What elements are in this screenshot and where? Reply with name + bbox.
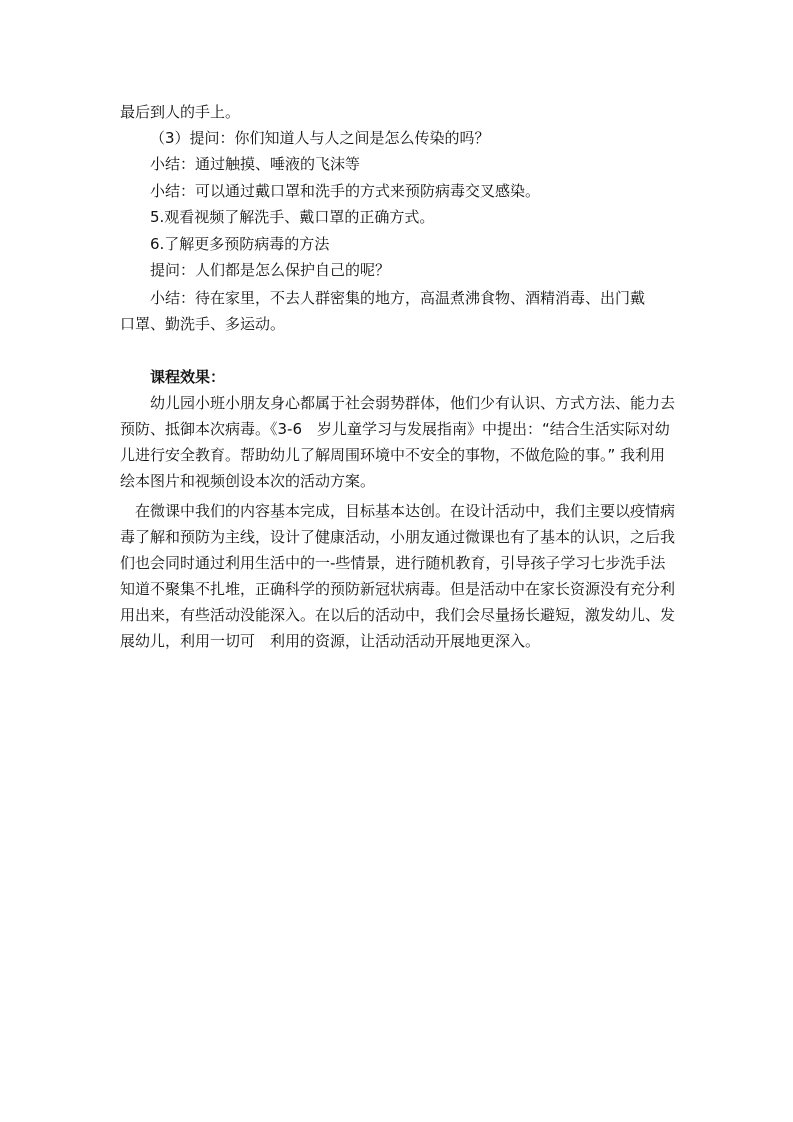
text-line: 口罩、勤洗手、多运动。 (120, 315, 286, 333)
text-line: 提问：人们都是怎么保护自己的呢？ (150, 261, 391, 279)
text-line: 小结：可以通过戴口罩和洗手的方式来预防病毒交叉感染。 (150, 182, 541, 200)
text-line: （3）提问：你们知道人与人之间是怎么传染的吗？ (150, 129, 490, 147)
paragraph-course-effect: 幼儿园小班小朋友身心都属于社会弱势群体，他们少有认识、方式方法、能力去预防、抵御本次病毒。《3-6 岁儿童学习与发展指南》中提出：“结合生活实际对幼儿进行安全教育。帮助幼儿了解周围环境中不安全的事物，不做危险的事。” 我利用绘本图片和视频创设本次的活动方案。 (120, 394, 676, 490)
paragraph-summary: 在微课中我们的内容基本完成，目标基本达创。在设计活动中，我们主要以疫情病毒了解和预防为主线，设计了健康活动，小朋友通过微课也有了基本的认识，之后我们也会同时通过利用生活中的一-些情景，进行随机教育，引导孩子学习七步洗手法知道不聚集不扎堆，正确科学的预防新冠状病毒。但是活动中在家长资源没有充分利用出来，有些活动没能深入。在以后的活动中，我们会尽量扬长避短，激发幼儿、发展幼儿，利用一切可 利用的资源，让活动活动开展地更深入。 (120, 502, 676, 650)
text-line: 5.观看视频了解洗手、戴口罩的正确方式。 (150, 208, 435, 226)
text-line: 最后到人的手上。 (120, 103, 241, 121)
text-line: 6.了解更多预防病毒的方法 (150, 235, 330, 253)
text-line: 小结：通过触摸、唾液的飞沫等 (150, 155, 361, 173)
section-heading: 课程效果： (150, 368, 226, 386)
text-line: 小结：待在家里，不去人群密集的地方，高温煮沸食物、酒精消毒、出门戴 (150, 289, 646, 307)
